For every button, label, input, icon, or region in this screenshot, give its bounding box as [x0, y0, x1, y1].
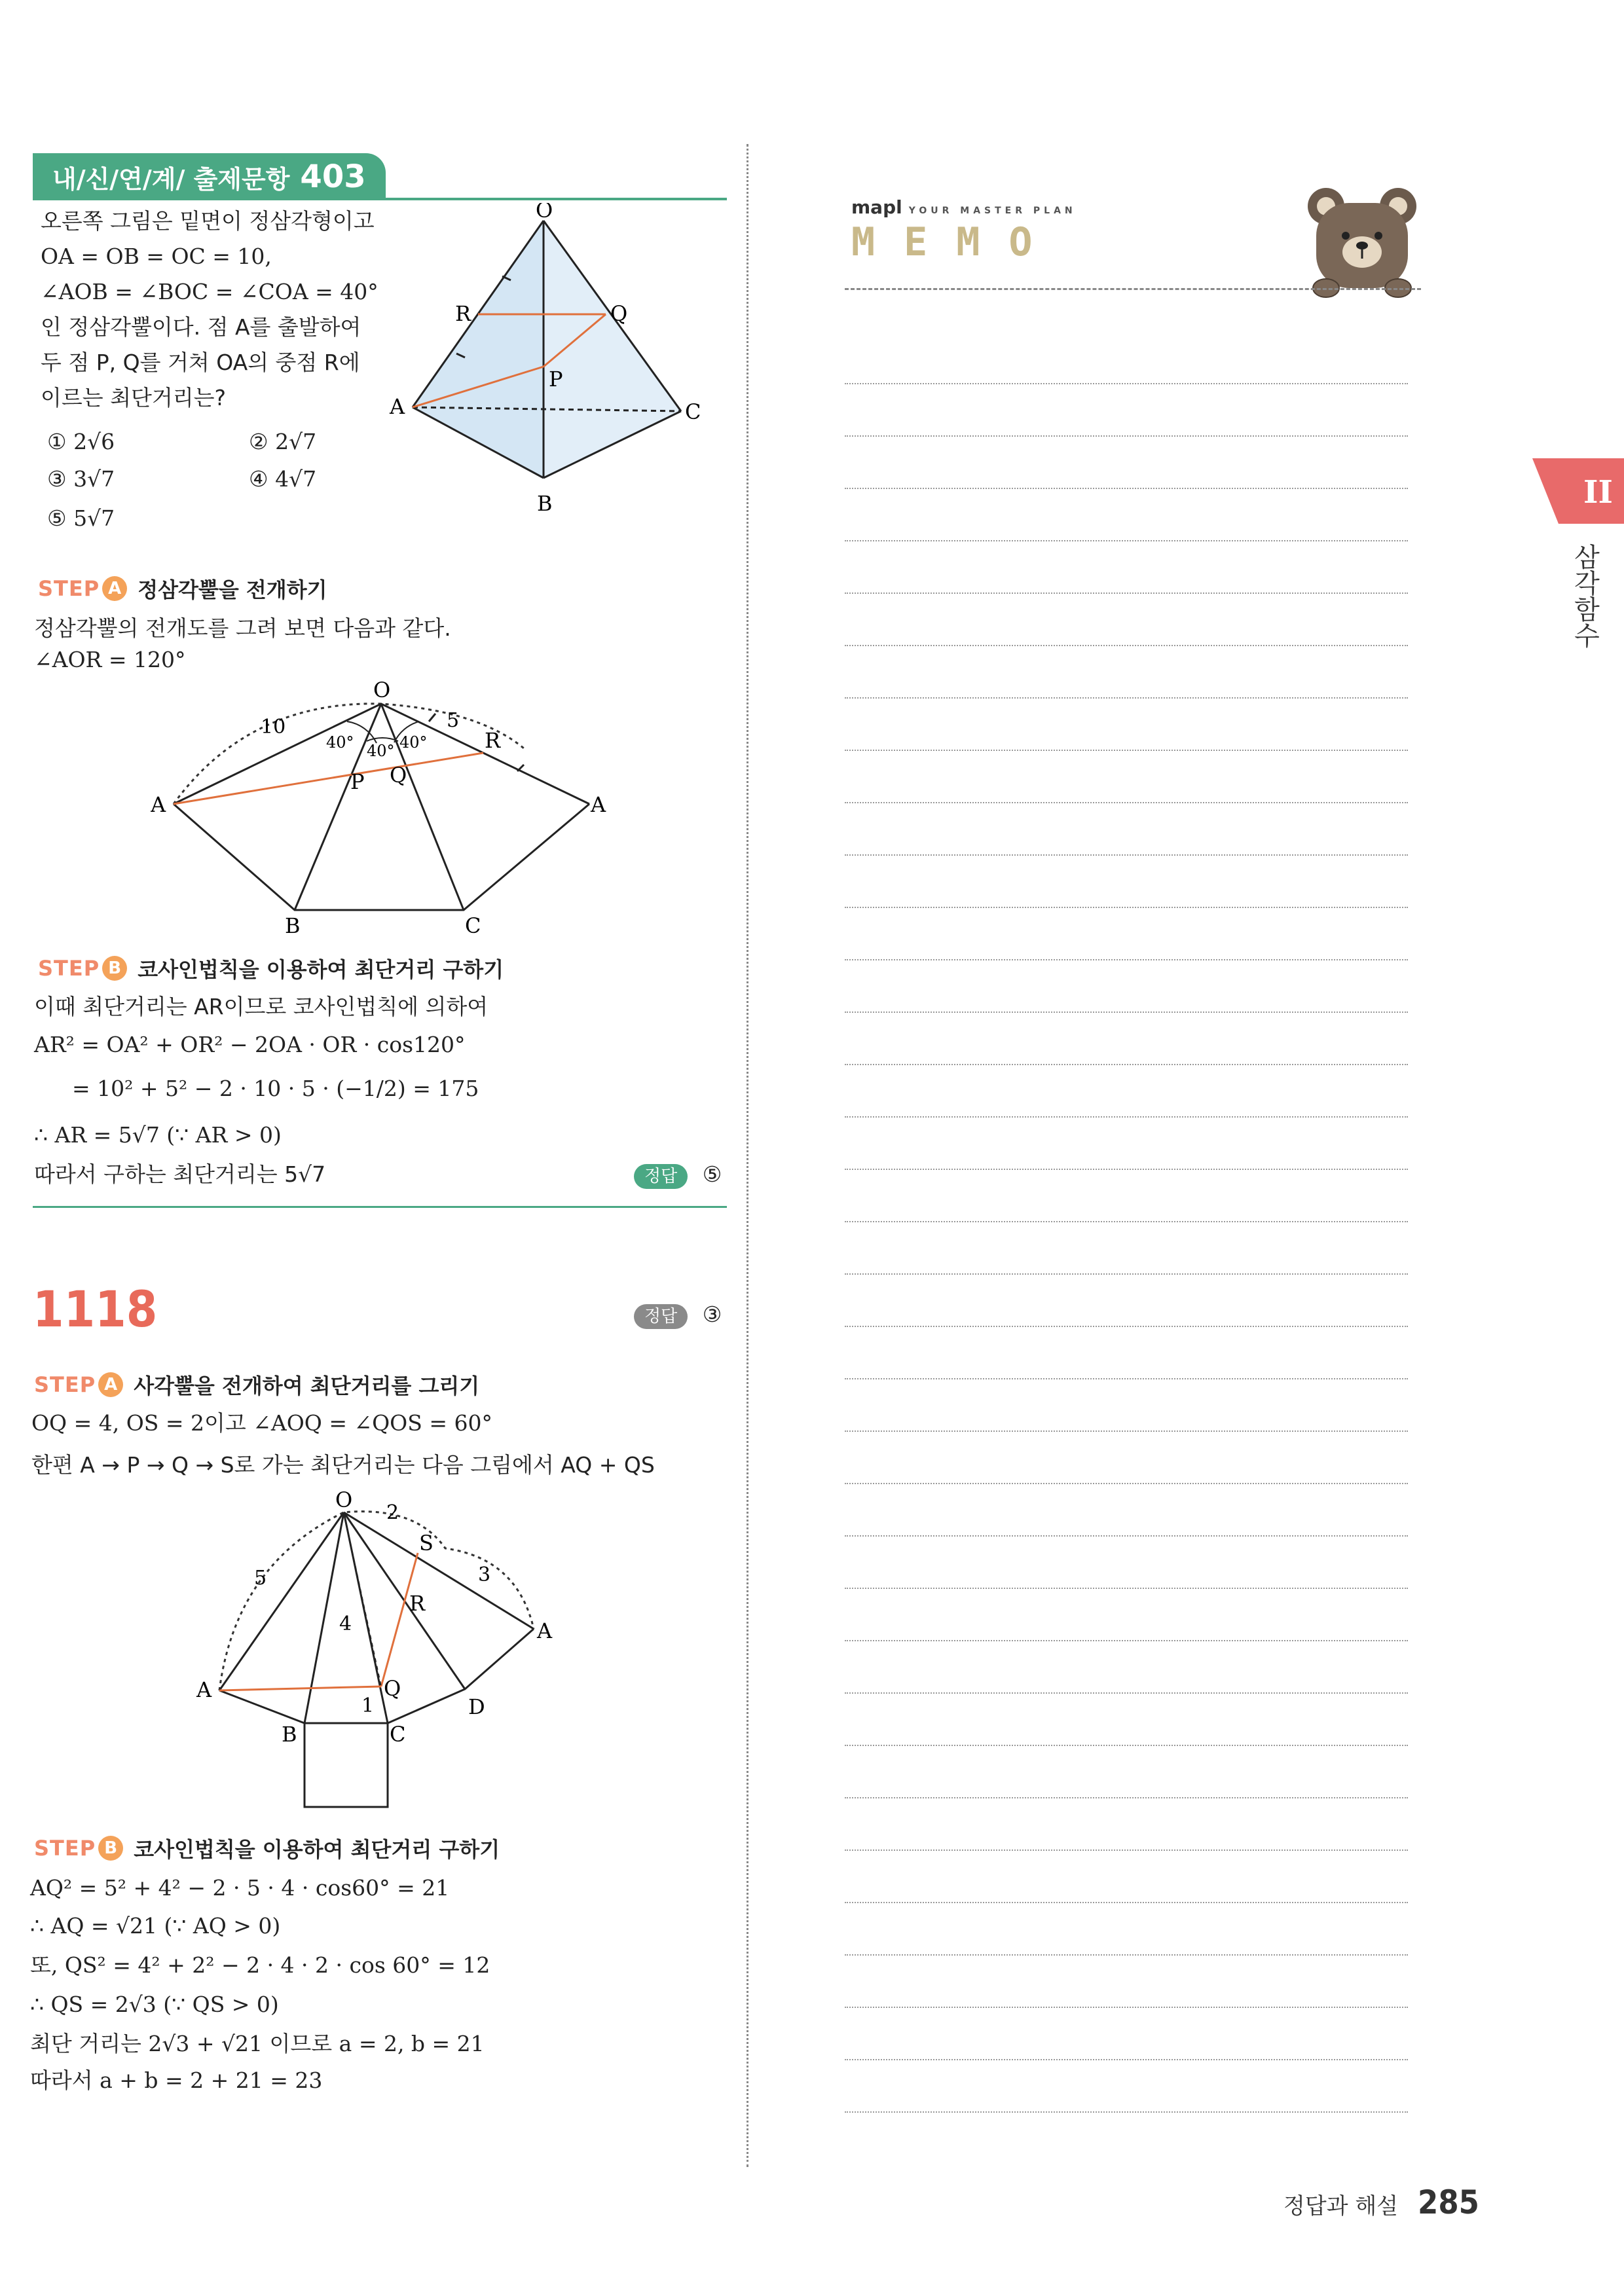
step-title: 코사인법칙을 이용하여 최단거리 구하기 [138, 957, 504, 982]
memo-line [845, 1430, 1408, 1432]
edge-ob [304, 1512, 344, 1723]
step-label: STEP [34, 1372, 96, 1397]
memo-line [845, 645, 1408, 646]
memo-line [845, 854, 1408, 856]
memo-line [845, 383, 1408, 384]
label-b: B [537, 491, 553, 516]
memo-line [845, 697, 1408, 699]
choice-4: ④ 4√7 [249, 466, 317, 492]
base-square [304, 1723, 388, 1807]
step-title: 정삼각뿔을 전개하기 [138, 577, 327, 602]
step-b-heading-1 [38, 953, 504, 983]
memo-line [845, 592, 1408, 594]
step-a-text-2: ∠AOR = 120° [34, 647, 186, 672]
step-b-text-2: AR² = OA² + OR² − 2OA · OR · cos120° [34, 1032, 466, 1057]
memo-line [845, 2111, 1408, 2113]
step-b2-text-4: ∴ QS = 2√3 (∵ QS > 0) [30, 1992, 279, 2017]
label-o: O [373, 678, 391, 702]
label-a2: A [591, 792, 606, 817]
step-letter: A [98, 1372, 123, 1397]
label-3: 3 [478, 1563, 491, 1586]
page-footer [1283, 2183, 1479, 2221]
memo-line [845, 1011, 1408, 1013]
memo-line [845, 1116, 1408, 1118]
label-a-right: A [537, 1618, 553, 1643]
step-label: STEP [34, 1836, 96, 1861]
problem-line-4: 인 정삼각뿔이다. 점 A를 출발하여 [41, 314, 361, 340]
figure-square-net [190, 1486, 583, 1827]
label-10: 10 [261, 716, 286, 738]
step-letter: A [102, 576, 127, 601]
chapter-roman: II [1583, 474, 1613, 511]
memo-line [845, 1640, 1408, 1641]
memo-line [845, 907, 1408, 908]
memo-title: MEMO [851, 219, 1061, 265]
step-title: 사각뿔을 전개하여 최단거리를 그리기 [134, 1374, 480, 1398]
label-a: A [390, 394, 405, 419]
label-r: R [485, 728, 501, 753]
memo-line [845, 1902, 1408, 1903]
label-b: B [282, 1722, 297, 1747]
label-angle: 40° [326, 733, 354, 752]
path-ar [174, 753, 483, 804]
memo-line [845, 2007, 1408, 2008]
choice-1: ① 2√6 [47, 429, 115, 454]
label-c: C [390, 1722, 406, 1747]
memo-line [845, 1797, 1408, 1798]
step-b2-text-1: AQ² = 5² + 4² − 2 · 5 · 4 · cos60° = 21 [30, 1875, 450, 1901]
problem-line-6: 이르는 최단거리는? [41, 385, 227, 410]
memo-line [845, 1692, 1408, 1694]
section-divider [33, 1206, 727, 1208]
label-q: Q [610, 301, 628, 326]
label-q: Q [384, 1676, 401, 1701]
step-a-heading-2 [34, 1370, 479, 1400]
answer-1 [634, 1161, 722, 1189]
step-letter: B [102, 956, 127, 981]
label-5: 5 [447, 709, 460, 732]
problem-tag-number: 403 [300, 158, 366, 195]
step-b-heading-2 [34, 1833, 500, 1863]
angle-arc [367, 738, 398, 741]
step-b2-text-3: 또, QS² = 4² + 2² − 2 · 4 · 2 · cos 60° = 12 [30, 1952, 490, 1978]
step-b2-text-2: ∴ AQ = √21 (∵ AQ > 0) [30, 1913, 281, 1939]
label-c: C [465, 913, 481, 936]
page-number: 285 [1418, 2183, 1479, 2221]
memo-line [845, 1850, 1408, 1851]
problem-tag [33, 153, 386, 200]
label-a: A [151, 792, 166, 817]
label-o: O [536, 203, 553, 223]
label-b: B [285, 913, 301, 936]
answer-pill: 정답 [634, 1304, 688, 1329]
memo-line [845, 1483, 1408, 1484]
step-title: 코사인법칙을 이용하여 최단거리 구하기 [134, 1837, 500, 1862]
step-a2-text-2: 한편 A → P → Q → S로 가는 최단거리는 다음 그림에서 AQ + QS [31, 1452, 655, 1478]
label-r: R [409, 1591, 426, 1616]
memo-line [845, 1221, 1408, 1222]
memo-line [845, 435, 1408, 437]
memo-line [845, 802, 1408, 803]
memo-line [845, 540, 1408, 541]
base-edges [219, 1629, 534, 1723]
answer-pill: 정답 [634, 1164, 688, 1189]
label-d: D [468, 1694, 485, 1719]
memo-line [845, 1326, 1408, 1327]
brand-name: mapl [851, 196, 902, 218]
memo-brand [851, 196, 1077, 218]
memo-line [845, 959, 1408, 960]
choice-2: ② 2√7 [249, 429, 317, 454]
answer-value: ③ [702, 1302, 722, 1327]
label-1: 1 [361, 1694, 375, 1717]
memo-line [845, 1588, 1408, 1589]
step-label: STEP [38, 956, 100, 981]
face-oab [413, 221, 544, 478]
label-angle: 40° [367, 742, 395, 760]
memo-line [845, 488, 1408, 489]
column-divider [747, 144, 748, 2167]
memo-line [845, 1378, 1408, 1379]
brand-sub: YOUR MASTER PLAN [908, 206, 1077, 216]
problem-line-1: 오른쪽 그림은 밑면이 정삼각형이고 [41, 208, 375, 234]
edge-oa2 [344, 1512, 534, 1629]
memo-line [845, 1745, 1408, 1746]
problem-number: 1118 [33, 1280, 158, 1338]
footer-label: 정답과 해설 [1283, 2193, 1399, 2219]
step-a-heading-1 [38, 574, 327, 604]
label-a-left: A [196, 1677, 212, 1702]
tick-mark [429, 714, 435, 721]
label-s: S [419, 1531, 434, 1556]
step-b-text-1: 이때 최단거리는 AR이므로 코사인법칙에 의하여 [34, 994, 489, 1019]
label-2: 2 [386, 1501, 399, 1524]
step-b2-text-6: 따라서 a + b = 2 + 21 = 23 [30, 2068, 323, 2093]
step-b2-text-5: 최단 거리는 2√3 + √21 이므로 a = 2, b = 21 [30, 2031, 485, 2056]
memo-line [845, 1064, 1408, 1065]
step-b-text-4: ∴ AR = 5√7 (∵ AR > 0) [34, 1122, 282, 1148]
label-c: C [685, 399, 701, 424]
path-qs [381, 1553, 418, 1686]
choice-5: ⑤ 5√7 [47, 505, 115, 531]
figure-pyramid [380, 203, 720, 530]
memo-line [845, 750, 1408, 751]
memo-line [845, 1169, 1408, 1170]
memo-line [845, 1273, 1408, 1275]
memo-line [845, 2059, 1408, 2060]
edge-oa [219, 1512, 344, 1690]
tag-underline [33, 198, 727, 200]
label-p: P [549, 367, 563, 392]
label-q: Q [390, 763, 407, 788]
label-o: O [335, 1487, 353, 1512]
answer-2 [634, 1302, 722, 1329]
memo-line [845, 1535, 1408, 1537]
label-5: 5 [254, 1567, 267, 1590]
bear-icon [1303, 183, 1421, 301]
step-b-text-3: = 10² + 5² − 2 · 10 · 5 · (−1/2) = 175 [72, 1076, 479, 1101]
net-base [174, 804, 589, 910]
chapter-name: 삼각함수 [1570, 543, 1600, 648]
answer-value: ⑤ [702, 1161, 722, 1187]
figure-net [151, 674, 622, 936]
problem-line-2: OA = OB = OC = 10, [41, 244, 272, 269]
step-label: STEP [38, 576, 100, 601]
step-a-text-1: 정삼각뿔의 전개도를 그려 보면 다음과 같다. [34, 615, 451, 641]
chapter-tab [1532, 458, 1624, 524]
label-r: R [455, 301, 471, 326]
problem-line-3: ∠AOB = ∠BOC = ∠COA = 40° [41, 279, 378, 304]
label-p: P [350, 769, 365, 794]
label-angle: 40° [399, 733, 428, 752]
problem-tag-label: 내/신/연/계/ 출제문항 [52, 164, 290, 194]
memo-line [845, 1954, 1408, 1956]
step-b-text-5: 따라서 구하는 최단거리는 5√7 [34, 1161, 326, 1187]
step-a2-text-1: OQ = 4, OS = 2이고 ∠AOQ = ∠QOS = 60° [31, 1410, 492, 1436]
choice-3: ③ 3√7 [47, 466, 115, 492]
problem-line-5: 두 점 P, Q를 거쳐 OA의 중점 R에 [41, 350, 360, 375]
memo-header-line [845, 288, 1421, 290]
step-letter: B [98, 1836, 123, 1861]
path-aq [219, 1686, 381, 1690]
label-4: 4 [339, 1613, 352, 1635]
